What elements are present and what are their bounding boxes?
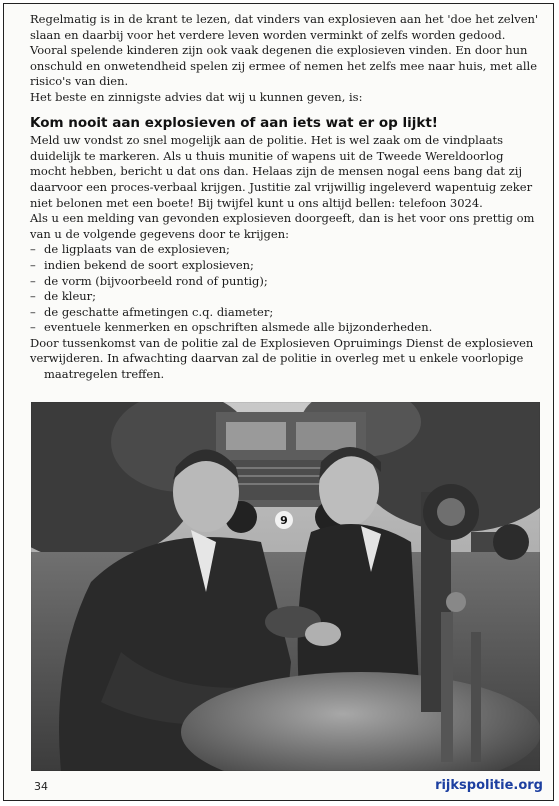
- list-item: – de vorm (bijvoorbeeld rond of puntig);: [30, 273, 268, 288]
- list-dash: –: [30, 257, 36, 272]
- details-list: [30, 242, 542, 336]
- body-paragraph-1: Meld uw vondst zo snel mogelijk aan de politie. Het is wel zaak om de vindplaats duidelijk te markeren. Als u thuis munitie of wapens uit de Tweede Wereldoorlog mocht hebben, bericht u dat ons dan. Helaas zijn de mensen nogal eens bang dat zij daarvoor een proces-verbaal krijgen. Justitie zal vrijwillig ingeleverd wapentuig zeker niet belonen met een boete! Bij twijfel kunt u ons altijd bellen: telefoon 3024.: [30, 133, 533, 210]
- list-item: – eventuele kenmerken en opschriften alsmede alle bijzonderheden.: [30, 320, 433, 335]
- photo-illustration: [31, 402, 540, 771]
- list-dash: –: [30, 320, 36, 335]
- body-paragraph-2: Als u een melding van gevonden explosieven doorgeeft, dan is het voor ons prettig om van u de volgende gegevens door te krijgen:: [30, 211, 535, 241]
- page-number: 34: [34, 780, 48, 793]
- body-paragraph-3-line-1: Door tussenkomst van de politie zal de Explosieven Opruimings Dienst de explosieven: [30, 335, 534, 350]
- list-dash: –: [30, 289, 36, 304]
- list-item: – de geschatte afmetingen c.q. diameter;: [30, 304, 274, 319]
- body-paragraph-3-line-2: verwijderen. In afwachting daarvan zal de politie in overleg met u enkele voorlopige: [30, 351, 524, 366]
- document-page: [3, 3, 554, 801]
- body-paragraph-3-line-3: maatregelen treffen.: [44, 367, 165, 382]
- truck-number: 9: [280, 514, 288, 527]
- warning-heading: Kom nooit aan explosieven of aan iets wat er op lijkt!: [30, 114, 438, 131]
- list-item: – de kleur;: [30, 289, 97, 304]
- list-dash: –: [30, 242, 36, 257]
- article-text: [30, 12, 542, 383]
- list-item: – de ligplaats van de explosieven;: [30, 242, 230, 257]
- photo-two-officers-examining-explosive: [31, 402, 540, 771]
- list-item: – indien bekend de soort explosieven;: [30, 257, 254, 272]
- intro-paragraph-1: Regelmatig is in de krant te lezen, dat vinders van explosieven aan het 'doe het zelven' slaan en daarbij voor het verdere leven worden verminkt of zelfs worden gedood. Vooral spelende kinderen zijn ook vaak degenen die explosieven vinden. En door hun onschuld en onwetendheid spelen zij ermee of nemen het zelfs mee naar huis, met alle risico's van dien.: [30, 12, 539, 89]
- intro-paragraph-2: Het beste en zinnigste advies dat wij u kunnen geven, is:: [30, 89, 363, 104]
- list-dash: –: [30, 273, 36, 288]
- site-watermark: rijkspolitie.org: [435, 778, 543, 793]
- list-dash: –: [30, 304, 36, 319]
